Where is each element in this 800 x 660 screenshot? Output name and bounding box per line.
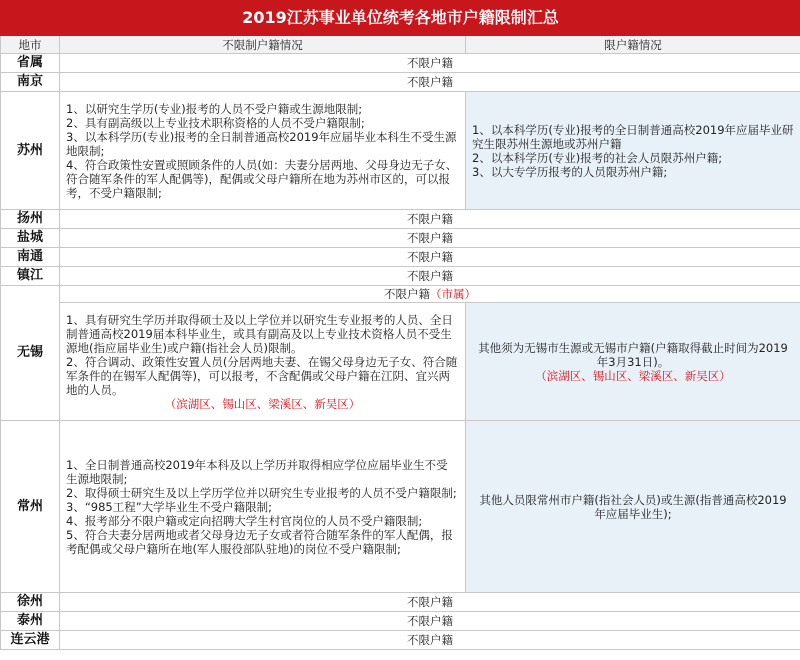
row-lianyungang	[1, 631, 800, 650]
city-wuxi: 无锡	[1, 286, 60, 421]
suzhou-unrestricted	[60, 92, 466, 210]
suzhou-left-2: 2、具有副高级以上专业技术职称资格的人员不受户籍限制;	[66, 115, 365, 130]
row-yancheng	[1, 229, 800, 248]
header-city: 地市	[1, 36, 60, 54]
no-limit-taizhou: 不限户籍	[60, 612, 800, 631]
changzhou-restricted: 其他人员限常州市户籍(指社会人员)或生源(指普通高校2019年应届毕业生);	[466, 421, 800, 593]
wuxi-no-limit-text: 不限户籍	[384, 287, 430, 301]
no-limit-lianyungang: 不限户籍	[60, 631, 800, 650]
suzhou-left-3: 3、以本科学历(专业)报考的全日制普通高校2019年应届毕业本科生不受生源地限制;	[66, 129, 457, 158]
suzhou-right-2: 2、以本科学历(专业)报考的社会人员限苏州户籍;	[472, 150, 723, 165]
header-unrestricted: 不限制户籍情况	[60, 36, 466, 54]
wuxi-no-limit	[60, 286, 800, 303]
row-wuxi-top	[1, 286, 800, 303]
wuxi-left-1: 1、具有研究生学历并取得硕士及以上学位并以研究生专业报考的人员、全日制普通高校2019届本科毕业生，或具有副高及以上专业技术资格人员不受生源地(指应届毕业生)或户籍(指社会人员)限制。	[66, 312, 453, 355]
row-yangzhou	[1, 210, 800, 229]
changzhou-unrestricted	[60, 421, 466, 593]
header-row	[1, 36, 800, 54]
header-restricted: 限户籍情况	[466, 36, 800, 54]
city-nanjing: 南京	[1, 73, 60, 92]
no-limit-xuzhou: 不限户籍	[60, 593, 800, 612]
row-suzhou	[1, 92, 800, 210]
city-zhenjiang: 镇江	[1, 267, 60, 286]
row-taizhou	[1, 612, 800, 631]
table-title: 2019江苏事业单位统考各地市户籍限制汇总	[1, 1, 800, 36]
wuxi-left-2: 2、符合调动、政策性安置人员(分居两地夫妻、在锡父母身边无子女、符合随军条件的在锡军人配偶等)，可以报考，不含配偶或父母户籍在江阴、宜兴两地的人员。	[66, 354, 458, 397]
city-suzhou: 苏州	[1, 92, 60, 210]
no-limit-nantong: 不限户籍	[60, 248, 800, 267]
wuxi-right-text: 其他须为无锡市生源或无锡市户籍(户籍取得截止时间为2019年3月31日)。	[478, 340, 788, 369]
city-shengshu: 省属	[1, 54, 60, 73]
city-yancheng: 盐城	[1, 229, 60, 248]
row-zhenjiang	[1, 267, 800, 286]
row-nantong	[1, 248, 800, 267]
suzhou-right-1: 1、以本科学历(专业)报考的全日制普通高校2019年应届毕业研究生限苏州生源地或苏州户籍	[472, 122, 794, 151]
city-changzhou: 常州	[1, 421, 60, 593]
suzhou-left-1: 1、以研究生学历(专业)报考的人员不受户籍或生源地限制;	[66, 101, 363, 116]
changzhou-left-5: 5、符合夫妻分居两地或者父母身边无子女或者符合随军条件的军人配偶，报考配偶或父母户籍所在地(军人服役部队驻地)的岗位不受户籍限制;	[66, 527, 453, 556]
city-yangzhou: 扬州	[1, 210, 60, 229]
wuxi-restricted	[466, 303, 800, 421]
row-xuzhou	[1, 593, 800, 612]
row-shengshu	[1, 54, 800, 73]
suzhou-right-3: 3、以大专学历报考的人员限苏州户籍;	[472, 164, 668, 179]
city-xuzhou: 徐州	[1, 593, 60, 612]
changzhou-left-3: 3、“985工程”大学毕业生不受户籍限制;	[66, 499, 273, 514]
no-limit-nanjing: 不限户籍	[60, 73, 800, 92]
wuxi-unrestricted	[60, 303, 466, 421]
changzhou-left-1: 1、全日制普通高校2019年本科及以上学历并取得相应学位应届毕业生不受生源地限制;	[66, 457, 448, 486]
wuxi-city-level-note: （市属）	[430, 287, 476, 301]
suzhou-left-4: 4、符合政策性安置或照顾条件的人员(如：夫妻分居两地、父母身边无子女、符合随军条件的军人配偶等)，配偶或父母户籍所在地为苏州市区的，可以报考，不受户籍限制;	[66, 157, 458, 200]
changzhou-left-4: 4、报考部分不限户籍或定向招聘大学生村官岗位的人员不受户籍限制;	[66, 513, 423, 528]
no-limit-yangzhou: 不限户籍	[60, 210, 800, 229]
no-limit-yancheng: 不限户籍	[60, 229, 800, 248]
row-wuxi	[1, 303, 800, 421]
wuxi-left-districts: （滨湖区、锡山区、梁溪区、新吴区）	[164, 396, 361, 411]
row-nanjing	[1, 73, 800, 92]
city-lianyungang: 连云港	[1, 631, 60, 650]
city-nantong: 南通	[1, 248, 60, 267]
suzhou-restricted	[466, 92, 800, 210]
row-changzhou	[1, 421, 800, 593]
wuxi-right-districts: （滨湖区、锡山区、梁溪区、新吴区）	[535, 368, 731, 383]
no-limit-shengshu: 不限户籍	[60, 54, 800, 73]
changzhou-left-2: 2、取得硕士研究生及以上学历学位并以研究生专业报考的人员不受户籍限制;	[66, 485, 457, 500]
city-taizhou: 泰州	[1, 612, 60, 631]
no-limit-zhenjiang: 不限户籍	[60, 267, 800, 286]
